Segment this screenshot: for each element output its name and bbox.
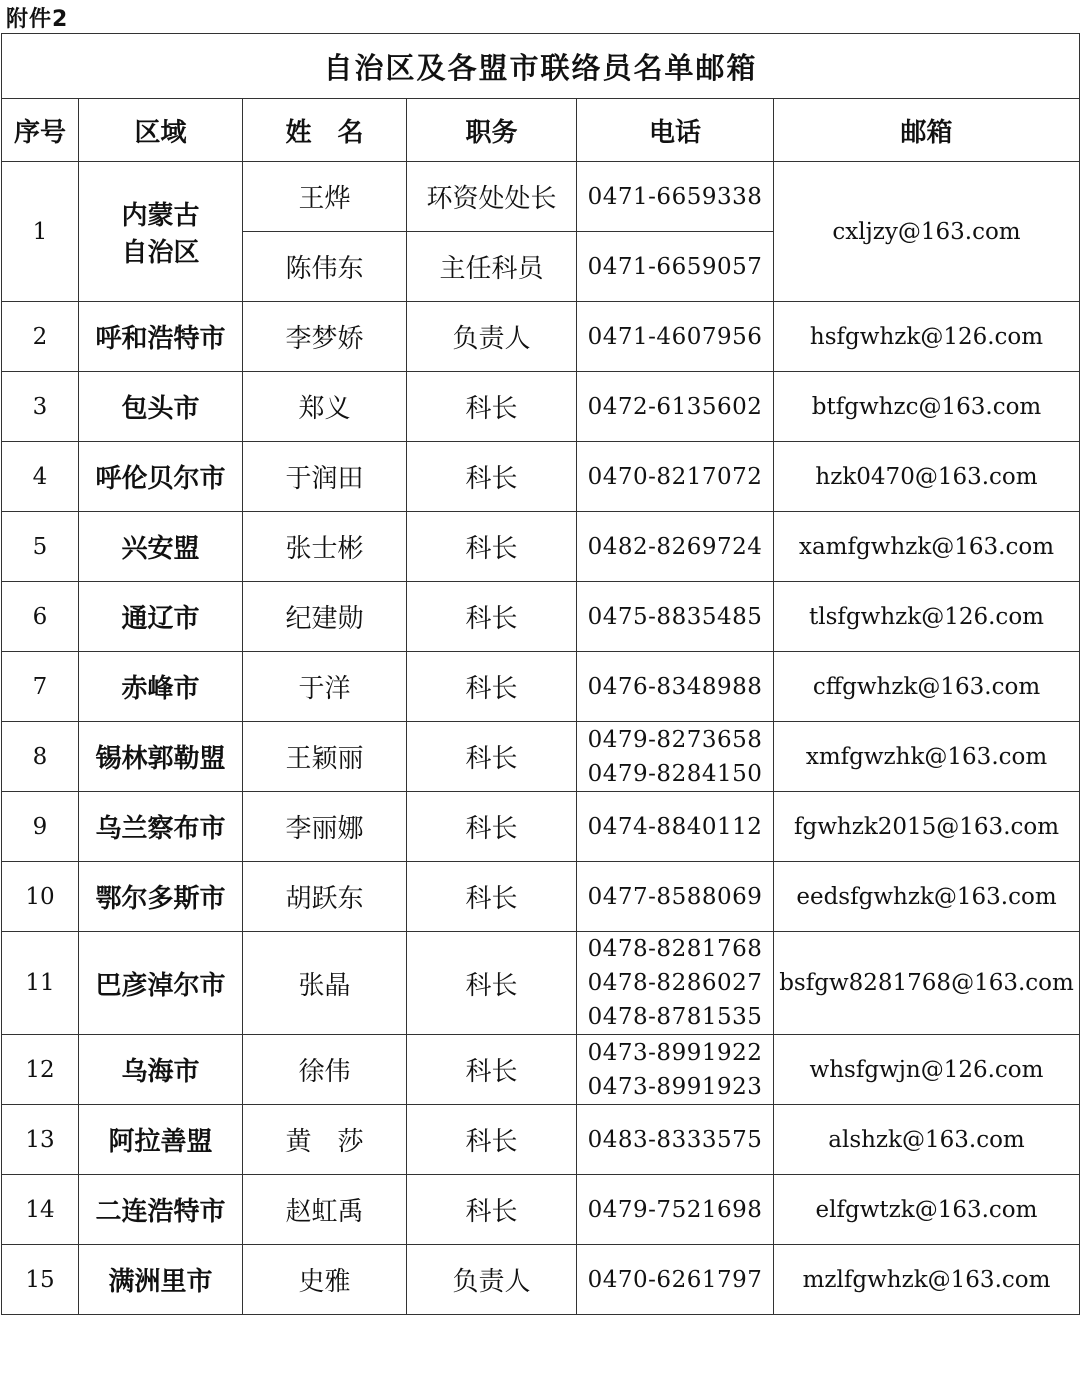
row-email: hsfgwhzk@126.com [774, 302, 1080, 372]
header-title: 职务 [407, 99, 577, 162]
row-phone [577, 1035, 774, 1105]
header-name: 姓 名 [243, 99, 407, 162]
row-seq: 15 [2, 1245, 79, 1315]
row-name: 于润田 [243, 442, 407, 512]
phone-number: 0473-8991922 [587, 1039, 763, 1066]
row-region [79, 162, 243, 302]
table-row [2, 1245, 1080, 1315]
phone-number: 0470-6261797 [587, 1266, 763, 1293]
row-phone: 0471-6659057 [577, 232, 774, 302]
row-email: eedsfgwhzk@163.com [774, 862, 1080, 932]
row-name: 黄 莎 [243, 1105, 407, 1175]
row-job-title: 环资处处长 [407, 162, 577, 232]
phone-number: 0478-8281768 [587, 936, 763, 962]
row-job-title: 主任科员 [407, 232, 577, 302]
table-row [2, 582, 1080, 652]
row-phone [577, 862, 774, 932]
row-region: 巴彦淖尔市 [79, 932, 243, 1035]
table-row [2, 162, 1080, 232]
row-seq: 8 [2, 722, 79, 792]
phone-number: 0479-8284150 [587, 760, 763, 787]
row-job-title: 科长 [407, 582, 577, 652]
row-job-title: 科长 [407, 442, 577, 512]
table-row [2, 652, 1080, 722]
row-seq: 1 [2, 162, 79, 302]
row-region: 赤峰市 [79, 652, 243, 722]
row-seq: 14 [2, 1175, 79, 1245]
row-region: 包头市 [79, 372, 243, 442]
row-name: 赵虹禹 [243, 1175, 407, 1245]
table-row [2, 372, 1080, 442]
row-region: 乌海市 [79, 1035, 243, 1105]
row-region: 兴安盟 [79, 512, 243, 582]
row-phone [577, 792, 774, 862]
row-job-title: 科长 [407, 372, 577, 442]
table-row [2, 1105, 1080, 1175]
row-phone [577, 442, 774, 512]
table-row [2, 442, 1080, 512]
row-email: hzk0470@163.com [774, 442, 1080, 512]
row-region: 锡林郭勒盟 [79, 722, 243, 792]
phone-number: 0476-8348988 [587, 673, 763, 700]
phone-number: 0472-6135602 [587, 393, 763, 420]
row-email: xmfgwzhk@163.com [774, 722, 1080, 792]
row-seq: 6 [2, 582, 79, 652]
table-row [2, 722, 1080, 792]
row-phone [577, 582, 774, 652]
table-row [2, 932, 1080, 1035]
row-phone [577, 722, 774, 792]
phone-number: 0477-8588069 [587, 883, 763, 910]
row-phone [577, 1175, 774, 1245]
row-phone [577, 1245, 774, 1315]
row-job-title: 科长 [407, 932, 577, 1035]
phone-number: 0471-4607956 [587, 323, 763, 350]
header-seq: 序号 [2, 99, 79, 162]
row-seq: 5 [2, 512, 79, 582]
region-line: 自治区 [121, 237, 200, 268]
row-email: mzlfgwhzk@163.com [774, 1245, 1080, 1315]
row-region: 呼和浩特市 [79, 302, 243, 372]
row-name: 王颖丽 [243, 722, 407, 792]
attachment-label: 附件2 [6, 7, 69, 32]
header-region: 区域 [79, 99, 243, 162]
row-phone [577, 932, 774, 1035]
row-job-title: 科长 [407, 512, 577, 582]
title-row [2, 34, 1080, 99]
row-phone [577, 1105, 774, 1175]
row-name: 郑义 [243, 372, 407, 442]
phone-number: 0478-8286027 [587, 970, 763, 996]
row-email: tlsfgwhzk@126.com [774, 582, 1080, 652]
phone-number: 0482-8269724 [587, 533, 763, 560]
row-email: whsfgwjn@126.com [774, 1035, 1080, 1105]
header-email: 邮箱 [774, 99, 1080, 162]
phone-number: 0483-8333575 [587, 1126, 763, 1153]
row-name: 李梦娇 [243, 302, 407, 372]
row-phone [577, 652, 774, 722]
table-row [2, 1175, 1080, 1245]
row-email: btfgwhzc@163.com [774, 372, 1080, 442]
row-phone [577, 302, 774, 372]
row-email: cxljzy@163.com [774, 162, 1080, 302]
row-region: 满洲里市 [79, 1245, 243, 1315]
phone-number: 0473-8991923 [587, 1073, 763, 1100]
row-region: 乌兰察布市 [79, 792, 243, 862]
row-job-title: 科长 [407, 722, 577, 792]
table-row [2, 792, 1080, 862]
row-name: 史雅 [243, 1245, 407, 1315]
row-job-title: 科长 [407, 1035, 577, 1105]
row-seq: 12 [2, 1035, 79, 1105]
row-job-title: 科长 [407, 652, 577, 722]
row-name: 张士彬 [243, 512, 407, 582]
row-phone [577, 372, 774, 442]
phone-number: 0478-8781535 [587, 1004, 763, 1030]
row-name: 李丽娜 [243, 792, 407, 862]
row-email: cffgwhzk@163.com [774, 652, 1080, 722]
table-title: 自治区及各盟市联络员名单邮箱 [2, 34, 1080, 99]
row-region: 二连浩特市 [79, 1175, 243, 1245]
row-seq: 7 [2, 652, 79, 722]
row-region: 呼伦贝尔市 [79, 442, 243, 512]
phone-number: 0474-8840112 [587, 813, 763, 840]
row-job-title: 科长 [407, 792, 577, 862]
phone-number: 0475-8835485 [587, 603, 763, 630]
table-row [2, 302, 1080, 372]
row-email: elfgwtzk@163.com [774, 1175, 1080, 1245]
row-seq: 10 [2, 862, 79, 932]
row-name: 胡跃东 [243, 862, 407, 932]
row-email: alshzk@163.com [774, 1105, 1080, 1175]
row-seq: 2 [2, 302, 79, 372]
row-email: xamfgwhzk@163.com [774, 512, 1080, 582]
row-job-title: 科长 [407, 1175, 577, 1245]
row-job-title: 负责人 [407, 1245, 577, 1315]
row-region: 阿拉善盟 [79, 1105, 243, 1175]
row-phone: 0471-6659338 [577, 162, 774, 232]
row-job-title: 科长 [407, 1105, 577, 1175]
row-name: 王烨 [243, 162, 407, 232]
row-email: bsfgw8281768@163.com [774, 932, 1080, 1035]
row-seq: 4 [2, 442, 79, 512]
table-row [2, 1035, 1080, 1105]
row-region: 鄂尔多斯市 [79, 862, 243, 932]
phone-number: 0479-8273658 [587, 726, 763, 753]
row-name: 张晶 [243, 932, 407, 1035]
region-line: 内蒙古 [121, 200, 200, 231]
header-phone: 电话 [577, 99, 774, 162]
table-row [2, 862, 1080, 932]
row-job-title: 负责人 [407, 302, 577, 372]
contact-table [1, 33, 1080, 1315]
row-seq: 9 [2, 792, 79, 862]
row-name: 于洋 [243, 652, 407, 722]
row-name: 纪建勋 [243, 582, 407, 652]
row-seq: 3 [2, 372, 79, 442]
phone-number: 0479-7521698 [587, 1196, 763, 1223]
table-row [2, 512, 1080, 582]
row-name: 陈伟东 [243, 232, 407, 302]
header-row [2, 99, 1080, 162]
row-region: 通辽市 [79, 582, 243, 652]
row-phone [577, 512, 774, 582]
row-email: fgwhzk2015@163.com [774, 792, 1080, 862]
row-job-title: 科长 [407, 862, 577, 932]
row-seq: 13 [2, 1105, 79, 1175]
row-seq: 11 [2, 932, 79, 1035]
phone-number: 0470-8217072 [587, 463, 763, 490]
row-name: 徐伟 [243, 1035, 407, 1105]
